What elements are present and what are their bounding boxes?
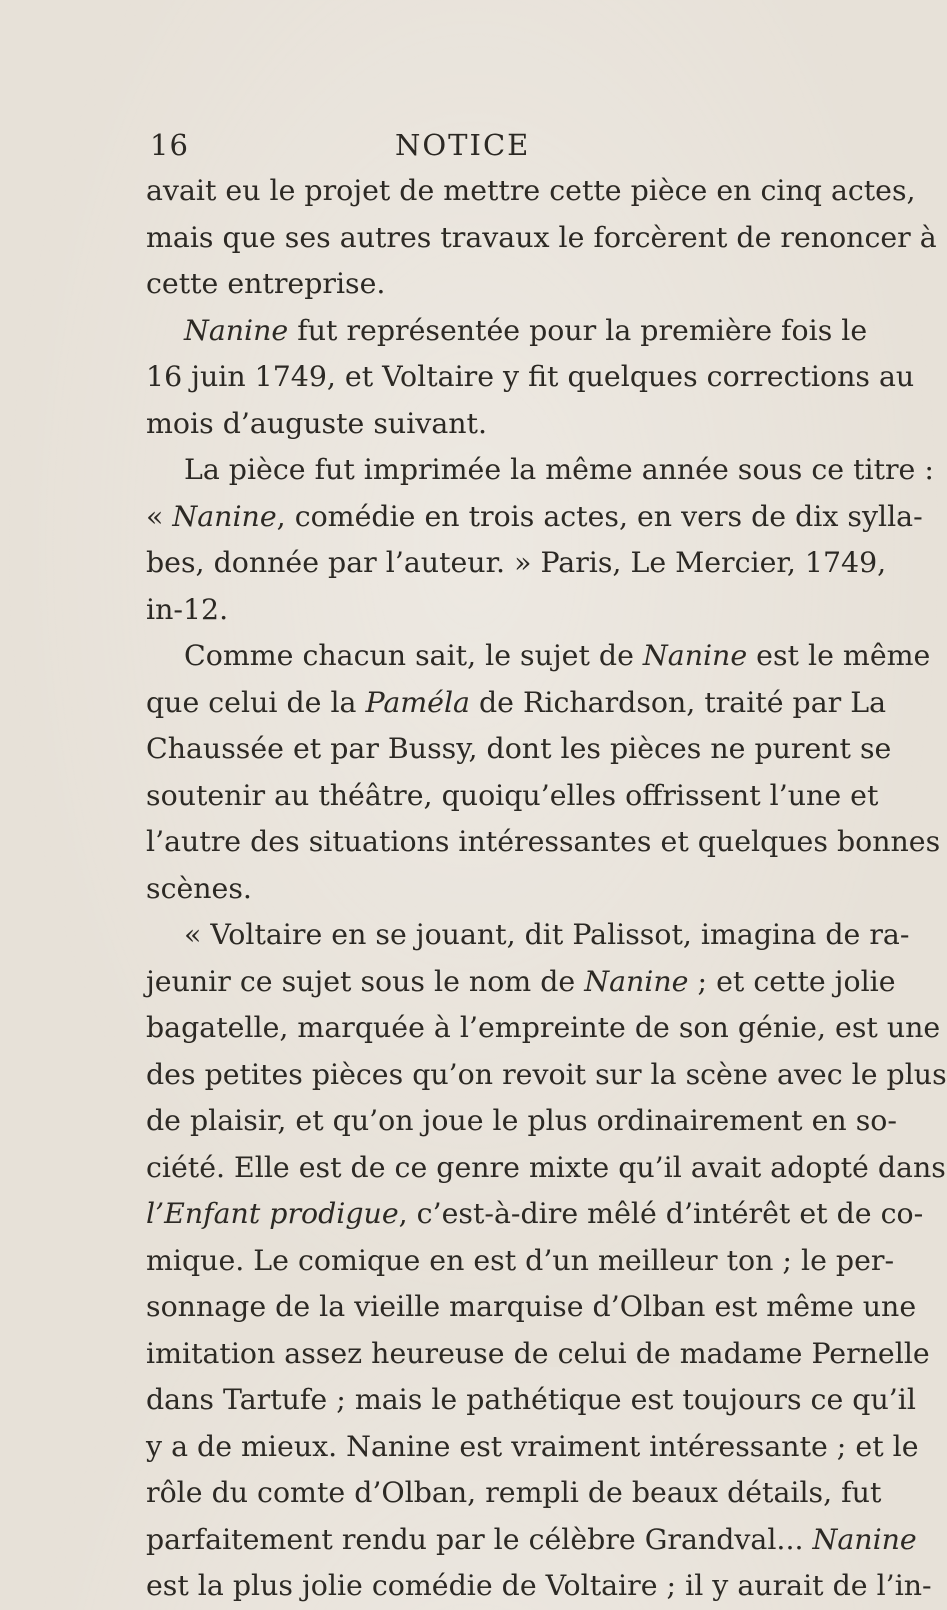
- text-line: est la plus jolie comédie de Voltaire ; il y aurait de l’in-: [146, 1569, 932, 1602]
- text-line: « Nanine, comédie en trois actes, en vers de dix sylla-: [146, 499, 923, 533]
- italic-title: Nanine: [184, 313, 289, 347]
- text-line: mois d’auguste suivant.: [146, 406, 487, 440]
- text-line: l’autre des situations intéressantes et quelques bonnes: [146, 825, 941, 858]
- body-text: [146, 168, 947, 1610]
- text-line: cette entreprise.: [146, 267, 386, 300]
- page-number: 16: [150, 128, 189, 162]
- italic-title: Nanine: [584, 964, 689, 998]
- text-line: dans Tartufe ; mais le pathétique est toujours ce qu’il: [146, 1383, 916, 1416]
- text-line: soutenir au théâtre, quoiqu’elles offrissent l’une et: [146, 778, 879, 812]
- text-line: Comme chacun sait, le sujet de Nanine est le même: [184, 639, 931, 672]
- text-line: La pièce fut imprimée la même année sous ce titre :: [184, 453, 934, 486]
- text-line: in-12.: [146, 592, 229, 626]
- text-line: sonnage de la vieille marquise d’Olban est même une: [146, 1290, 917, 1323]
- text-line: parfaitement rendu par le célèbre Grandval... Nanine: [146, 1522, 917, 1556]
- text-line: ciété. Elle est de ce genre mixte qu’il avait adopté dans: [146, 1150, 946, 1184]
- text-line: « Voltaire en se jouant, dit Palissot, imagina de ra-: [184, 918, 910, 951]
- italic-title: Paméla: [365, 685, 470, 719]
- text-line: imitation assez heureuse de celui de madame Pernelle: [146, 1336, 930, 1370]
- text-line: mais que ses autres travaux le forcèrent de renoncer à: [146, 220, 937, 254]
- text-line: scènes.: [146, 871, 252, 905]
- text-line: rôle du comte d’Olban, rempli de beaux détails, fut: [146, 1476, 882, 1509]
- running-head: [150, 128, 770, 172]
- italic-title: Nanine: [642, 639, 748, 672]
- italic-title: Nanine: [172, 499, 277, 533]
- text-line: bes, donnée par l’auteur. » Paris, Le Mercier, 1749,: [146, 546, 887, 579]
- italic-title: l’Enfant prodigue: [146, 1197, 399, 1230]
- text-line: avait eu le projet de mettre cette pièce en cinq actes,: [146, 174, 916, 207]
- italic-title: Nanine: [812, 1522, 917, 1556]
- text-line: jeunir ce sujet sous le nom de Nanine ; et cette jolie: [146, 964, 896, 998]
- text-line: des petites pièces qu’on revoit sur la scène avec le plus: [146, 1057, 947, 1091]
- text-line: de plaisir, et qu’on joue le plus ordinairement en so-: [146, 1104, 897, 1137]
- text-line: l’Enfant prodigue, c’est-à-dire mêlé d’intérêt et de co-: [146, 1197, 924, 1230]
- running-title: NOTICE: [395, 128, 531, 162]
- text-line: mique. Le comique en est d’un meilleur ton ; le per-: [146, 1243, 895, 1277]
- text-line: y a de mieux. Nanine est vraiment intéressante ; et le: [146, 1429, 919, 1463]
- text-line: que celui de la Paméla de Richardson, traité par La: [146, 685, 887, 719]
- text-line: Chaussée et par Bussy, dont les pièces ne purent se: [146, 732, 892, 765]
- text-line: bagatelle, marquée à l’empreinte de son génie, est une: [146, 1011, 941, 1044]
- text-line: 16 juin 1749, et Voltaire y fit quelques corrections au: [146, 360, 915, 393]
- text-line: Nanine fut représentée pour la première fois le: [184, 313, 868, 347]
